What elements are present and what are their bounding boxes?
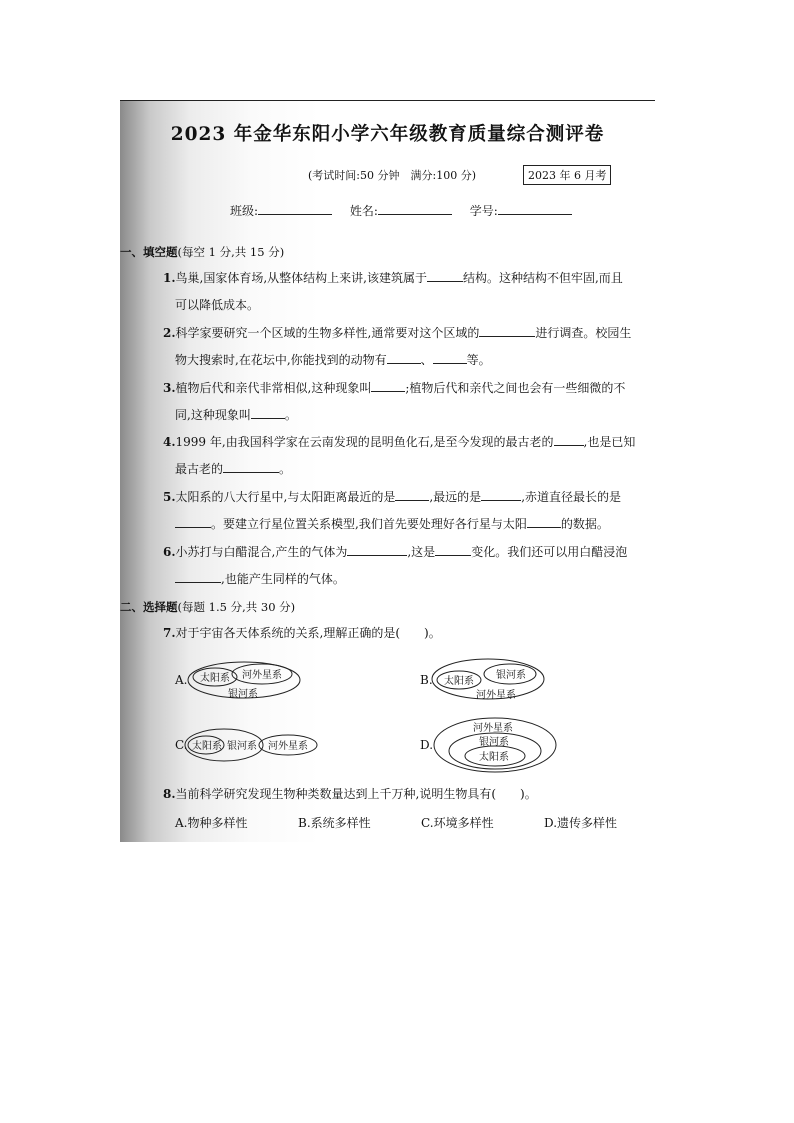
q7-option-b-diagram [430,656,546,706]
q8-option-d[interactable]: D.遗传多样性 [544,816,618,830]
blank[interactable] [481,488,521,501]
blank[interactable] [433,351,467,364]
label-milky: 银河系 [227,741,257,752]
label-solar: 太阳系 [192,741,222,752]
question-5: 5.太阳系的八大行星中,与太阳距离最近的是 ,最远的是 ,赤道直径最长的是 。要建立行星位置关系模型,我们首先要处理好各行星与太阳 的数据。 [163,490,622,531]
class-field[interactable] [230,204,332,218]
blank[interactable] [223,460,279,473]
exam-time-info: (考试时间:50 分钟 满分:100 分) [308,169,476,182]
label-milky: 银河系 [228,689,258,700]
q8-option-c[interactable]: C.环境多样性 [421,816,494,830]
exam-title: 2023 年金华东阳小学六年级教育质量综合测评卷 [170,124,605,145]
blank[interactable] [435,543,471,556]
q7-option-d-letter[interactable]: D. [420,738,434,752]
label-solar: 太阳系 [479,752,509,763]
label-solar: 太阳系 [444,676,474,687]
q7-option-a-diagram [186,658,302,708]
question-1: 1.鸟巢,国家体育场,从整体结构上来讲,该建筑属于 结构。这种结构不但牢固,而且 可以降低成本。 [163,271,623,312]
student-info-fields [230,202,586,219]
label-extragalactic: 河外星系 [473,723,513,734]
blank[interactable] [371,379,405,392]
question-6: 6.小苏打与白醋混合,产生的气体为 ,这是 变化。我们还可以用白醋浸泡 ,也能产生同样的气体。 [163,545,628,586]
question-7: 7.对于宇宙各天体系统的关系,理解正确的是( )。 [163,626,441,640]
blank[interactable] [347,543,407,556]
name-field[interactable] [350,204,452,218]
blank[interactable] [175,515,211,528]
question-2: 2.科学家要研究一个区域的生物多样性,通常要对这个区域的 进行调查。校园生 物大搜索时,在花坛中,你能找到的动物有 、 等。 [163,326,632,367]
blank[interactable] [251,406,285,419]
label-extragalactic: 河外星系 [268,741,308,752]
label-milky: 银河系 [479,737,509,748]
top-rule [120,100,655,101]
q8-option-b[interactable]: B.系统多样性 [298,816,371,830]
label-solar: 太阳系 [200,673,230,684]
blank[interactable] [175,570,221,583]
class-label: 班级: [230,204,259,218]
exam-page [120,100,655,842]
question-4: 4.1999 年,由我国科学家在云南发现的昆明鱼化石,是至今发现的最古老的 ,也是已知 最古老的 。 [163,435,636,476]
q7-option-c-letter[interactable]: C. [175,738,188,752]
number-label: 学号: [469,204,498,218]
blank[interactable] [387,351,421,364]
question-3: 3.植物后代和亲代非常相似,这种现象叫 ;植物后代和亲代之间也会有一些细微的不 同,这种现象叫 。 [163,381,626,422]
blank[interactable] [527,515,561,528]
q7-option-b-letter[interactable]: B. [420,673,433,687]
section-1-heading: 一、填空题(每空 1 分,共 15 分) [120,245,285,259]
q7-option-c-diagram [184,726,318,766]
q7-option-a-letter[interactable]: A. [175,673,188,687]
label-extragalactic: 河外星系 [242,670,282,681]
number-field[interactable] [470,204,572,218]
blank[interactable] [395,488,429,501]
blank[interactable] [554,433,584,446]
blank[interactable] [427,269,463,282]
label-extragalactic: 河外星系 [476,690,516,701]
question-8: 8.当前科学研究发现生物种类数量达到上千万种,说明生物具有( )。 [163,787,537,801]
name-label: 姓名: [349,204,378,218]
section-2-heading: 二、选择题(每题 1.5 分,共 30 分) [120,600,296,614]
exam-date-tag: 2023 年 6 月考 [523,165,611,185]
q7-option-d-diagram [432,716,558,774]
q8-option-a[interactable]: A.物种多样性 [175,816,248,830]
blank[interactable] [479,324,535,337]
label-milky: 银河系 [496,670,526,681]
